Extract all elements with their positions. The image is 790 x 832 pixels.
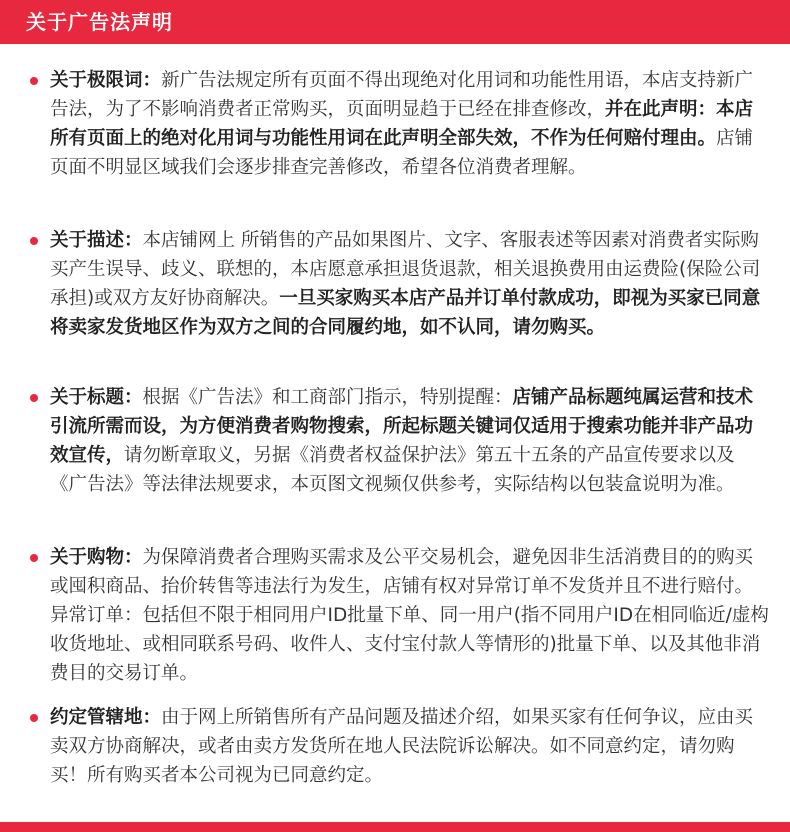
bullet-dot-icon — [30, 714, 38, 722]
section-label: 关于购物： — [50, 547, 143, 568]
section-text: 新广告法规定所有页面不得出现绝对化用词和功能性用语，本店支持新广告法，为了不影响消费者正常购买，页面明显趋于已经在排查修改， — [50, 70, 754, 120]
section-description — [50, 226, 770, 342]
bullet-dot-icon — [30, 237, 38, 245]
page-title: 关于广告法声明 — [26, 10, 173, 34]
section-text: 根据《广告法》和工商部门指示，特别提醒： — [142, 387, 513, 408]
section-text: 本店铺网上 所销售的产品如果图片、文字、客服表述等因素对消费者实际购买产生误导、歧义、联想的，本店愿意承担退货退款，相关退换费用由运费险(保险公司承担)或双方友好协商解决。 — [50, 230, 761, 309]
header-bar — [0, 0, 790, 44]
section-label: 关于标题： — [50, 387, 143, 408]
bullet-dot-icon — [30, 394, 38, 402]
bullet-dot-icon — [30, 77, 38, 85]
section-label: 关于极限词： — [50, 70, 162, 91]
section-emphasis: 店铺产品标题纯属运营和技术引流所需而设，为方便消费者购物搜索，所起标题关键词仅适用于搜索功能并非产品功效宣传， — [50, 387, 754, 466]
section-shopping — [50, 543, 770, 688]
section-emphasis: 并在此声明：本店所有页面上的绝对化用词与功能性用词在此声明全部失效，不作为任何赔付理由。 — [50, 99, 754, 149]
section-text: 店铺页面不明显区域我们会逐步排查完善修改，希望各位消费者理解。 — [50, 128, 754, 178]
section-extreme-words — [50, 66, 770, 182]
section-jurisdiction — [50, 703, 770, 790]
section-label: 约定管辖地： — [50, 707, 162, 728]
section-text: 请勿断章取义，另据《消费者权益保护法》第五十五条的产品宣传要求以及《广告法》等法律法规要求，本页图文视频仅供参考，实际结构以包装盒说明为准。 — [50, 445, 735, 495]
section-text: 由于网上所销售所有产品问题及描述介绍，如果买家有任何争议，应由买卖双方协商解决，或者由卖方发货所在地人民法院诉讼解决。如不同意约定，请勿购买！所有购买者本公司视为已同意约定。 — [50, 707, 754, 786]
section-label: 关于描述： — [50, 230, 143, 251]
section-emphasis: 一旦买家购买本店产品并订单付款成功，即视为买家已同意将卖家发货地区作为双方之间的合同履约地，如不认同，请勿购买。 — [50, 288, 761, 338]
bullet-dot-icon — [30, 554, 38, 562]
section-title — [50, 383, 770, 499]
footer-bar — [0, 822, 790, 832]
section-text: 为保障消费者合理购买需求及公平交易机会，避免因非生活消费目的的购买或囤积商品、抬价转售等违法行为发生，店铺有权对异常订单不发货并且不进行赔付。异常订单：包括但不限于相同用户ID批量下单、同一用户(指不同用户ID在相同临近/虚构收货地址、或相同联系号码、收件人、支付宝付款人等情形的)批量下单、以及其他非消费目的交易订单。 — [50, 547, 769, 684]
